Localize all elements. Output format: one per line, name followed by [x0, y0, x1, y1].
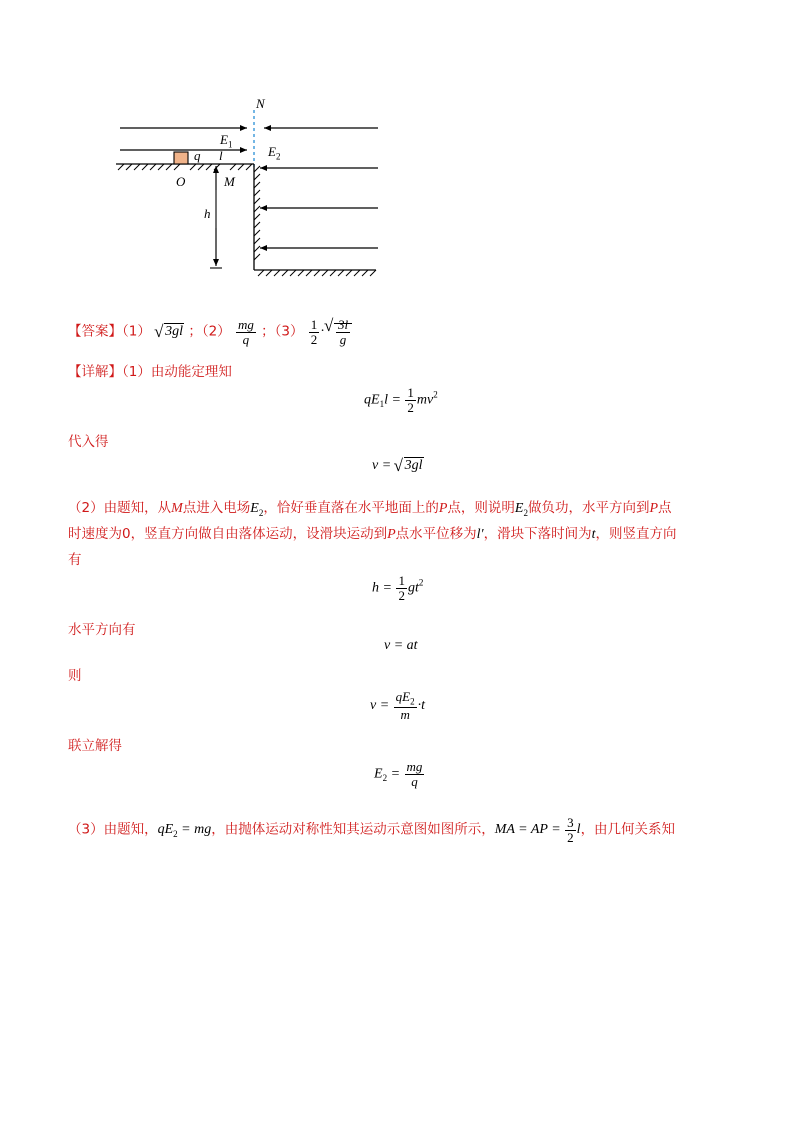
slider-block: [174, 152, 188, 164]
equation-E2-result: $E_2$ = $\frac{mg}{q}$: [374, 759, 423, 789]
answer-1-math: √ 3gl: [155, 324, 184, 339]
label-N: N: [256, 96, 265, 111]
lower-ground-hatching: [258, 270, 376, 276]
equation-acceleration: v = $\frac{qE_2}{m}$ ·t: [370, 689, 426, 723]
equation-horizontal: v = at: [384, 638, 418, 653]
part2-line3: 有: [68, 552, 82, 568]
label-E2: $E_2$: [268, 144, 281, 162]
detail-part1-intro: 【详解】（1）由动能定理知: [68, 364, 232, 380]
subst-label: 代入得: [68, 434, 109, 450]
equation-velocity: v = √ 3gl: [372, 458, 424, 474]
physics-diagram: [100, 90, 400, 285]
answer-3-math: $\frac{1}{2}$ · √ $\frac{3l}{g}$: [308, 324, 352, 339]
label-l: l: [219, 148, 223, 163]
field-diagram-svg: [100, 90, 400, 285]
label-h: h: [204, 206, 211, 221]
combine-label: 联立解得: [68, 738, 122, 754]
equation-work-energy: $qE_1l$ = $\frac{1}{2}$ $mv^2$: [364, 385, 438, 415]
equation-free-fall: h = $\frac{1}{2}$ $gt^2$: [372, 573, 424, 603]
part2-line2: 时速度为0，竖直方向做自由落体运动，设滑块运动到P点水平位移为l′，滑块下落时间为t，则竖直方向: [68, 526, 677, 542]
part3-line: （3）由题知，$qE_2$ = mg，由抛体运动对称性知其运动示意图如图所示，MA = AP = $\frac{3}{2}$ l，由几何关系知: [68, 815, 676, 845]
part2-line1: （2）由题知，从M点进入电场$E_2$，恰好垂直落在水平地面上的P点，则说明$E_2$做负功，水平方向到P点: [68, 500, 672, 518]
cliff-wall-hatching: [254, 166, 260, 260]
label-E1: $E_1$: [220, 132, 233, 150]
label-q: q: [194, 148, 201, 163]
upper-ground-hatching: [118, 164, 252, 170]
answer-tag: 【答案】: [68, 323, 122, 340]
then-label: 则: [68, 668, 82, 684]
answer-line: 【答案】（1） √ 3gl ；（2） $\frac{mg}{q}$ ；（3） $\frac{1}{2}$ · √ $\frac{3l}{g}$: [68, 318, 352, 346]
label-O: O: [176, 174, 186, 189]
label-M: M: [224, 174, 235, 189]
answer-2-math: $\frac{mg}{q}$: [237, 317, 254, 347]
detail-tag: 【详解】: [68, 364, 122, 380]
horizontal-label: 水平方向有: [68, 622, 136, 638]
